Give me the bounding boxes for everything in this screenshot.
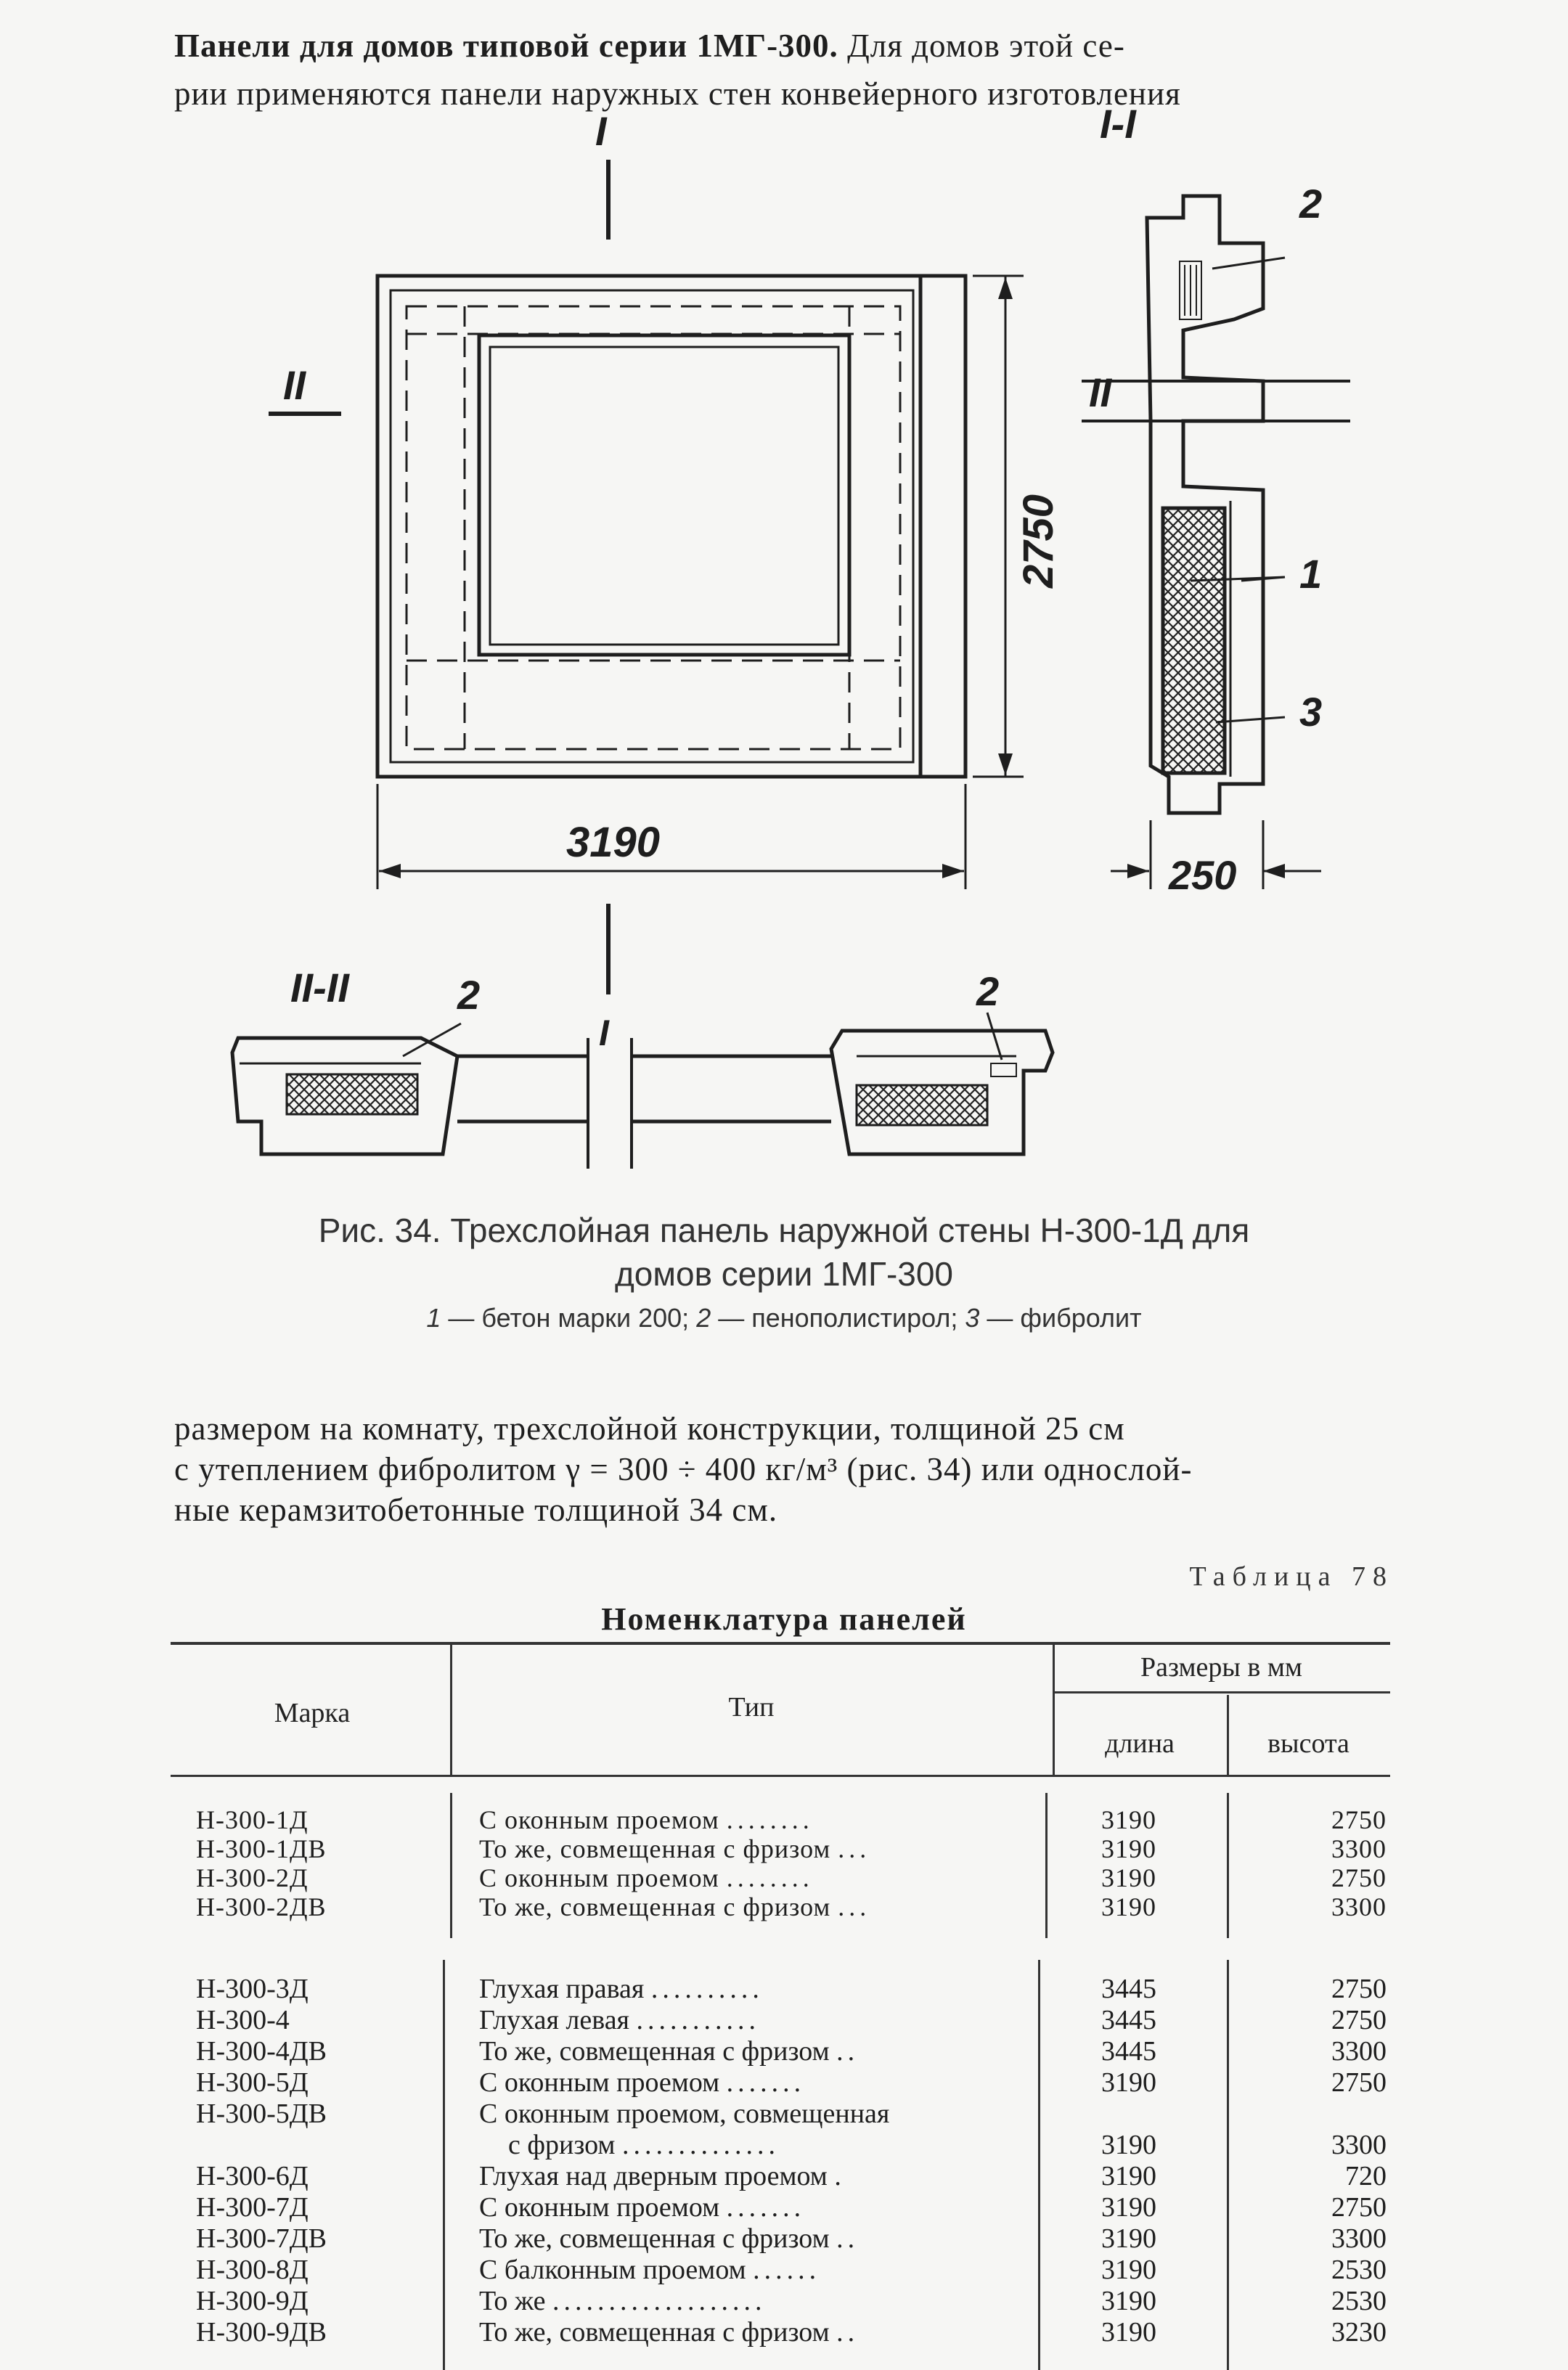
cell-dots: . xyxy=(834,2162,846,2191)
cell-dots: .............. xyxy=(621,2130,780,2159)
cell-type-text: То же, совмещенная с фризом xyxy=(479,2037,830,2066)
cell-dots: ................... xyxy=(552,2287,767,2316)
cell-type xyxy=(479,2099,1031,2128)
cell-dots: ...... xyxy=(753,2255,821,2284)
cell-type xyxy=(479,2162,1031,2191)
header-mark: Марка xyxy=(274,1698,351,1728)
cell-mark: Н-300-8Д xyxy=(196,2255,309,2285)
legend-text-3: — фибролит xyxy=(979,1303,1142,1333)
cell-mark: Н-300-1ДВ xyxy=(196,1834,327,1863)
cell-height: 2750 xyxy=(1331,1805,1387,1834)
cell-length: 3190 xyxy=(1101,2255,1156,2285)
cell-type-text: То же, совмещенная с фризом xyxy=(479,2224,830,2253)
dim-thickness: 250 xyxy=(1169,852,1237,898)
g2-divider-1 xyxy=(443,1960,445,2370)
cell-type xyxy=(479,2224,1031,2253)
cell-type xyxy=(479,2130,1060,2159)
legend-num-3: 3 xyxy=(965,1303,980,1333)
cell-type-text: С оконным проемом xyxy=(479,1805,719,1834)
sizes-subheader-rule xyxy=(1053,1691,1390,1693)
para-line1: размером на комнату, трехслойной конструкции, толщиной 25 см xyxy=(174,1410,1125,1447)
header-sizes: Размеры в мм xyxy=(1140,1652,1302,1683)
label-section-I-top: I xyxy=(595,109,607,154)
cell-dots: .......... xyxy=(650,1974,764,2003)
cell-dots: ....... xyxy=(726,2193,806,2222)
cell-dots: .. xyxy=(836,2224,859,2253)
fibrolite-layer xyxy=(1163,508,1225,773)
cell-mark: Н-300-9ДВ xyxy=(196,2317,327,2347)
legend-num-1: 1 xyxy=(426,1303,441,1333)
cell-type-text: Глухая над дверным проемом xyxy=(479,2162,828,2191)
cell-type-text: С оконным проемом, совмещенная xyxy=(479,2099,890,2128)
cell-length: 3190 xyxy=(1101,1805,1156,1834)
callout-2-top: 2 xyxy=(1299,181,1323,226)
cell-type-text: С балконным проемом xyxy=(479,2255,746,2284)
cell-length: 3445 xyxy=(1101,1974,1156,2004)
para-line2: с утеплением фибролитом γ = 300 ÷ 400 кг/м³ (рис. 34) или однослой- xyxy=(174,1451,1193,1487)
cell-dots: .. xyxy=(836,2037,859,2066)
body-paragraph xyxy=(174,1408,1394,1530)
cell-type-text: С оконным проемом xyxy=(479,2193,720,2222)
cell-height: 720 xyxy=(1345,2161,1387,2191)
cell-type xyxy=(479,1892,1031,1921)
cell-height: 2750 xyxy=(1331,1974,1387,2004)
cell-height: 2750 xyxy=(1331,2067,1387,2098)
cell-type-text: С оконным проемом xyxy=(479,1863,719,1892)
cell-length: 3445 xyxy=(1101,2036,1156,2067)
cell-type-text: То же, совмещенная с фризом xyxy=(479,2318,830,2347)
cell-type xyxy=(479,1863,1031,1892)
header-type: Тип xyxy=(728,1692,775,1723)
cell-mark: Н-300-7ДВ xyxy=(196,2223,327,2254)
g1-divider-2 xyxy=(1045,1793,1048,1938)
figure-caption xyxy=(247,1209,1321,1296)
cell-type xyxy=(479,2193,1031,2222)
cell-type xyxy=(479,1834,1031,1863)
cell-type xyxy=(479,2006,1031,2035)
cell-type xyxy=(479,1974,1031,2003)
cell-dots: ....... xyxy=(726,2068,806,2097)
intro-paragraph xyxy=(174,22,1394,118)
intro-line2: рии применяются панели наружных стен конвейерного изготовления xyxy=(174,75,1181,112)
cell-type xyxy=(479,2037,1031,2066)
cell-mark: Н-300-4 xyxy=(196,2005,290,2035)
window-opening xyxy=(479,335,849,655)
cell-type-text: с фризом xyxy=(508,2130,616,2159)
header-length: длина xyxy=(1105,1728,1175,1759)
table-top-rule xyxy=(171,1642,1390,1645)
cell-type-text: То же xyxy=(479,2287,546,2316)
g2-divider-2 xyxy=(1038,1960,1040,2370)
cell-mark: Н-300-5Д xyxy=(196,2067,309,2098)
cell-type-text: Глухая левая xyxy=(479,2006,630,2035)
cell-type-text: То же, совмещенная с фризом xyxy=(479,1892,831,1921)
cell-height: 2750 xyxy=(1331,2192,1387,2223)
cell-mark: Н-300-1Д xyxy=(196,1805,309,1834)
cell-mark: Н-300-2ДВ xyxy=(196,1892,327,1921)
cell-height: 3300 xyxy=(1331,1892,1387,1921)
cell-height: 2530 xyxy=(1331,2255,1387,2285)
cell-mark: Н-300-2Д xyxy=(196,1863,309,1892)
para-line3: ные керамзитобетонные толщиной 34 см. xyxy=(174,1492,778,1528)
cell-type-text: Глухая правая xyxy=(479,1974,645,2003)
caption-line1: Рис. 34. Трехслойная панель наружной стены Н-300-1Д для xyxy=(318,1211,1250,1249)
cell-height: 3230 xyxy=(1331,2317,1387,2347)
caption-line2: домов серии 1МГ-300 xyxy=(614,1255,954,1293)
cell-dots: ........ xyxy=(726,1805,814,1834)
cell-type-text: С оконным проемом xyxy=(479,2068,720,2097)
table-number: Таблица 78 xyxy=(1189,1561,1394,1592)
callout-3: 3 xyxy=(1299,689,1323,735)
cell-type xyxy=(479,2068,1031,2097)
label-section-I-I: I-I xyxy=(1100,109,1136,147)
g2-divider-3 xyxy=(1227,1960,1229,2370)
cell-type xyxy=(479,2318,1031,2347)
callout-1: 1 xyxy=(1299,551,1323,597)
cell-length: 3190 xyxy=(1101,2130,1156,2160)
cell-height: 2750 xyxy=(1331,1863,1387,1892)
intro-line1: Для домов этой се- xyxy=(847,28,1125,64)
panel-drawing xyxy=(218,109,1350,1176)
cell-dots: .. xyxy=(836,2318,859,2347)
intro-heading: Панели для домов типовой серии 1МГ-300. xyxy=(174,28,838,64)
cell-height: 3300 xyxy=(1331,2223,1387,2254)
cell-height: 3300 xyxy=(1331,2036,1387,2067)
dim-width: 3190 xyxy=(566,819,661,866)
label-section-I-bottom: I xyxy=(599,1013,609,1053)
cell-length: 3190 xyxy=(1101,1834,1156,1863)
cell-dots: ... xyxy=(838,1834,871,1863)
cell-length: 3190 xyxy=(1101,1863,1156,1892)
callout-2-right: 2 xyxy=(976,968,1000,1014)
cell-length: 3190 xyxy=(1101,2161,1156,2191)
cell-mark: Н-300-9Д xyxy=(196,2286,309,2316)
callout-2-left: 2 xyxy=(457,972,481,1018)
dim-height: 2750 xyxy=(1015,494,1062,588)
cell-mark: Н-300-3Д xyxy=(196,1974,309,2004)
cell-length: 3190 xyxy=(1101,2223,1156,2254)
cell-length: 3445 xyxy=(1101,2005,1156,2035)
cell-height: 3300 xyxy=(1331,2130,1387,2160)
cell-height: 2530 xyxy=(1331,2286,1387,2316)
label-section-II-II: II-II xyxy=(290,965,349,1010)
cell-mark: Н-300-7Д xyxy=(196,2192,309,2223)
cell-dots: ........ xyxy=(726,1863,814,1892)
cell-dots: ... xyxy=(838,1892,871,1921)
figure-legend xyxy=(319,1303,1249,1333)
cell-mark: Н-300-5ДВ xyxy=(196,2099,327,2129)
cell-mark: Н-300-4ДВ xyxy=(196,2036,327,2067)
header-height: высота xyxy=(1267,1728,1349,1759)
cell-length: 3190 xyxy=(1101,2067,1156,2098)
cell-length: 3190 xyxy=(1101,1892,1156,1921)
g1-divider-3 xyxy=(1227,1793,1229,1938)
cell-length: 3190 xyxy=(1101,2317,1156,2347)
cell-height: 2750 xyxy=(1331,2005,1387,2035)
g1-divider-1 xyxy=(450,1793,452,1938)
cell-length: 3190 xyxy=(1101,2286,1156,2316)
legend-num-2: 2 xyxy=(696,1303,711,1333)
label-section-II-left: II xyxy=(283,362,306,408)
label-section-II-right: II xyxy=(1089,369,1112,415)
cell-type-text: То же, совмещенная с фризом xyxy=(479,1834,831,1863)
table-title: Номенклатура панелей xyxy=(601,1601,967,1637)
legend-text-1: — бетон марки 200; xyxy=(441,1303,690,1333)
cell-height: 3300 xyxy=(1331,1834,1387,1863)
cell-type xyxy=(479,1805,1031,1834)
cell-type xyxy=(479,2255,1031,2284)
cell-dots: ........... xyxy=(636,2006,761,2035)
cell-mark: Н-300-6Д xyxy=(196,2161,309,2191)
header-bottom-rule xyxy=(171,1775,1390,1777)
cell-length: 3190 xyxy=(1101,2192,1156,2223)
legend-text-2: — пенополистирол; xyxy=(711,1303,958,1333)
cell-type xyxy=(479,2287,1031,2316)
